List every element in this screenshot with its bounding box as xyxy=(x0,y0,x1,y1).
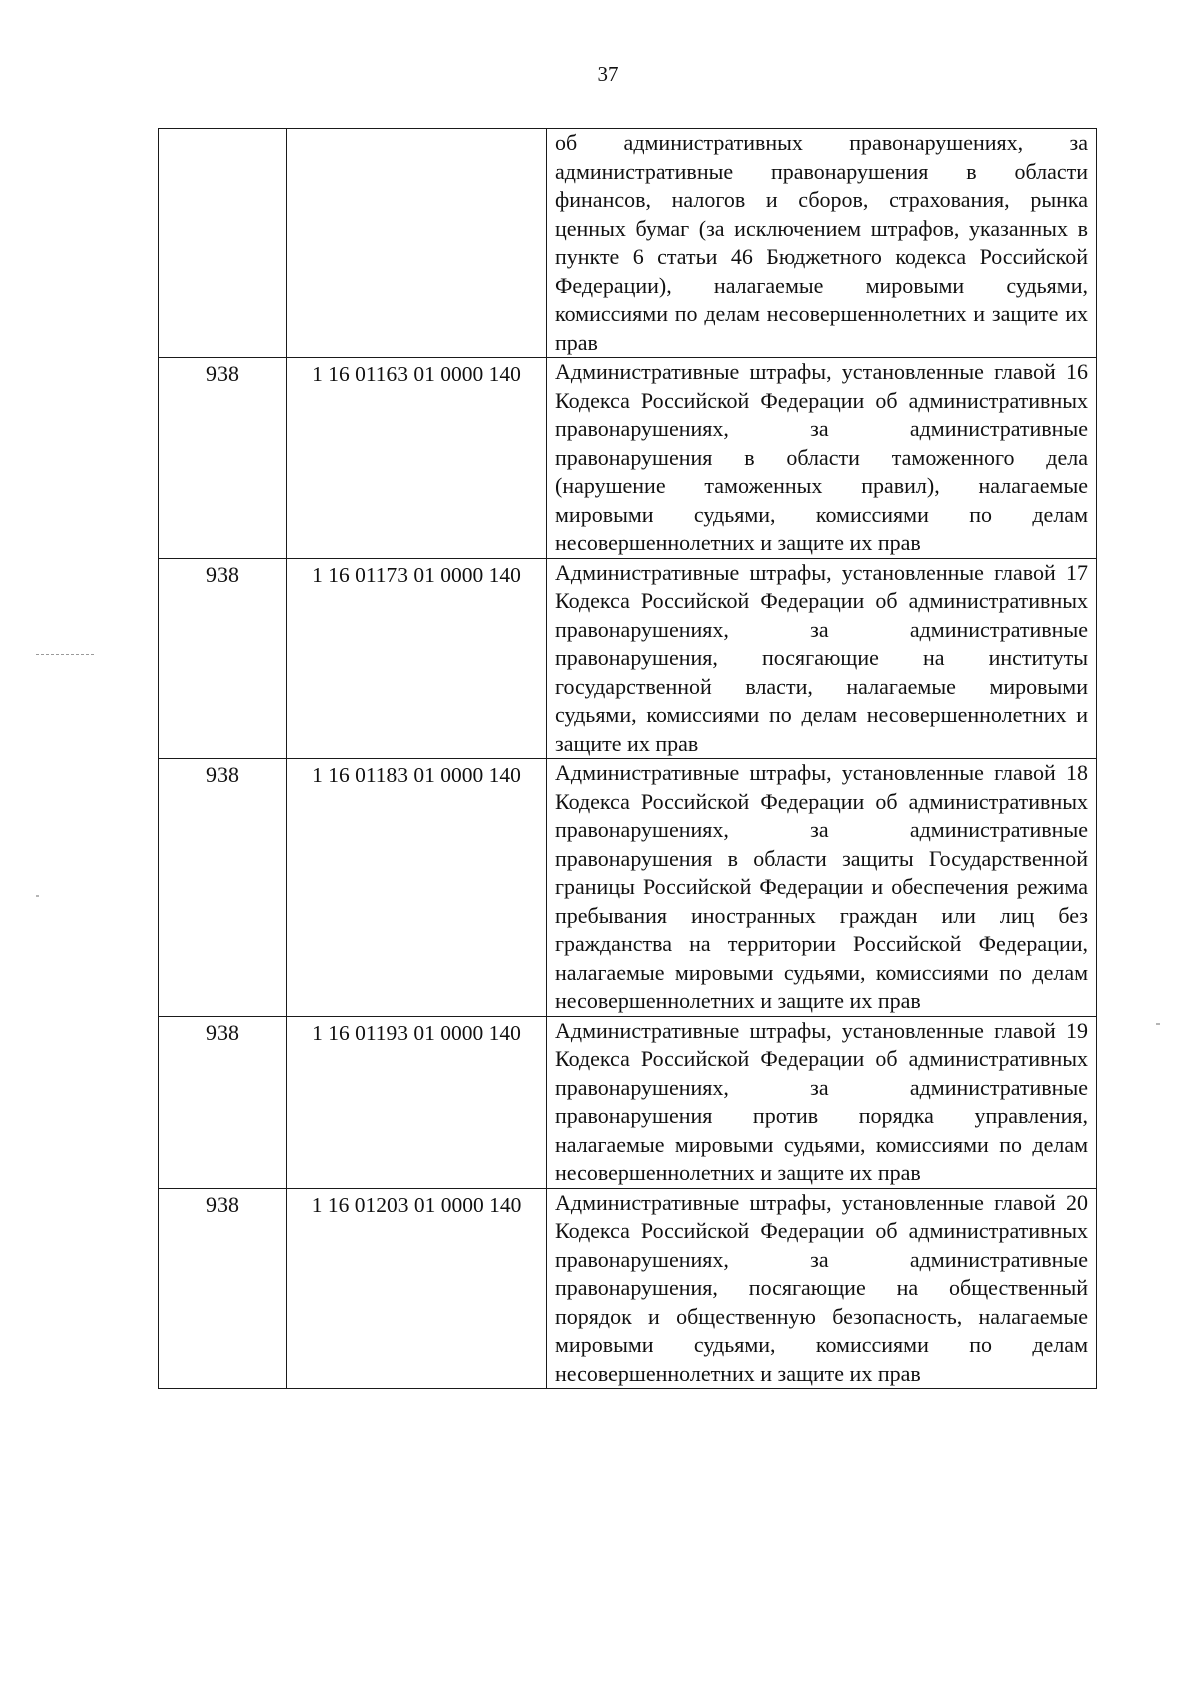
admin-code-cell: 938 xyxy=(159,558,287,759)
admin-code-cell xyxy=(159,129,287,358)
scan-margin-mark xyxy=(36,654,94,655)
description-cell: Административные штрафы, установленные главой 19 Кодекса Российской Федерации об административных правонарушениях, за административные правонарушения против порядка управления, налагаемые мировыми судьями, комиссиями по делам несовершеннолетних и защите их прав xyxy=(547,1016,1097,1188)
scan-speck xyxy=(1156,1023,1160,1025)
description-cell: Административные штрафы, установленные главой 17 Кодекса Российской Федерации об административных правонарушениях, за административные правонарушения, посягающие на институты государственной власти, налагаемые мировыми судьями, комиссиями по делам несовершеннолетних и защите их прав xyxy=(547,558,1097,759)
scan-speck xyxy=(36,895,39,897)
admin-code-cell: 938 xyxy=(159,358,287,559)
page-number: 37 xyxy=(597,62,619,86)
revenue-codes-table xyxy=(158,128,1096,1389)
table-row xyxy=(159,759,1097,1017)
admin-code-cell: 938 xyxy=(159,1016,287,1188)
table-row xyxy=(159,558,1097,759)
admin-code-cell: 938 xyxy=(159,1188,287,1389)
kbk-code-cell: 1 16 01173 01 0000 140 xyxy=(287,558,547,759)
table-row xyxy=(159,358,1097,559)
table-row xyxy=(159,1188,1097,1389)
description-cell: Административные штрафы, установленные главой 16 Кодекса Российской Федерации об административных правонарушениях, за административные правонарушения в области таможенного дела (нарушение таможенных правил), налагаемые мировыми судьями, комиссиями по делам несовершеннолетних и защите их прав xyxy=(547,358,1097,559)
table xyxy=(158,128,1097,1389)
kbk-code-cell: 1 16 01193 01 0000 140 xyxy=(287,1016,547,1188)
description-cell: Административные штрафы, установленные главой 20 Кодекса Российской Федерации об административных правонарушениях, за административные правонарушения, посягающие на общественный порядок и общественную безопасность, налагаемые мировыми судьями, комиссиями по делам несовершеннолетних и защите их прав xyxy=(547,1188,1097,1389)
admin-code-cell: 938 xyxy=(159,759,287,1017)
description-cell: об административных правонарушениях, за административные правонарушения в области финансов, налогов и сборов, страхования, рынка ценных бумаг (за исключением штрафов, указанных в пункте 6 статьи 46 Бюджетного кодекса Российской Федерации), налагаемые мировыми судьями, комиссиями по делам несовершеннолетних и защите их прав xyxy=(547,129,1097,358)
kbk-code-cell: 1 16 01203 01 0000 140 xyxy=(287,1188,547,1389)
kbk-code-cell: 1 16 01183 01 0000 140 xyxy=(287,759,547,1017)
description-cell: Административные штрафы, установленные главой 18 Кодекса Российской Федерации об административных правонарушениях, за административные правонарушения в области защиты Государственной границы Российской Федерации и обеспечения режима пребывания иностранных граждан или лиц без гражданства на территории Российской Федерации, налагаемые мировыми судьями, комиссиями по делам несовершеннолетних и защите их прав xyxy=(547,759,1097,1017)
kbk-code-cell: 1 16 01163 01 0000 140 xyxy=(287,358,547,559)
table-row xyxy=(159,129,1097,358)
kbk-code-cell xyxy=(287,129,547,358)
table-row xyxy=(159,1016,1097,1188)
